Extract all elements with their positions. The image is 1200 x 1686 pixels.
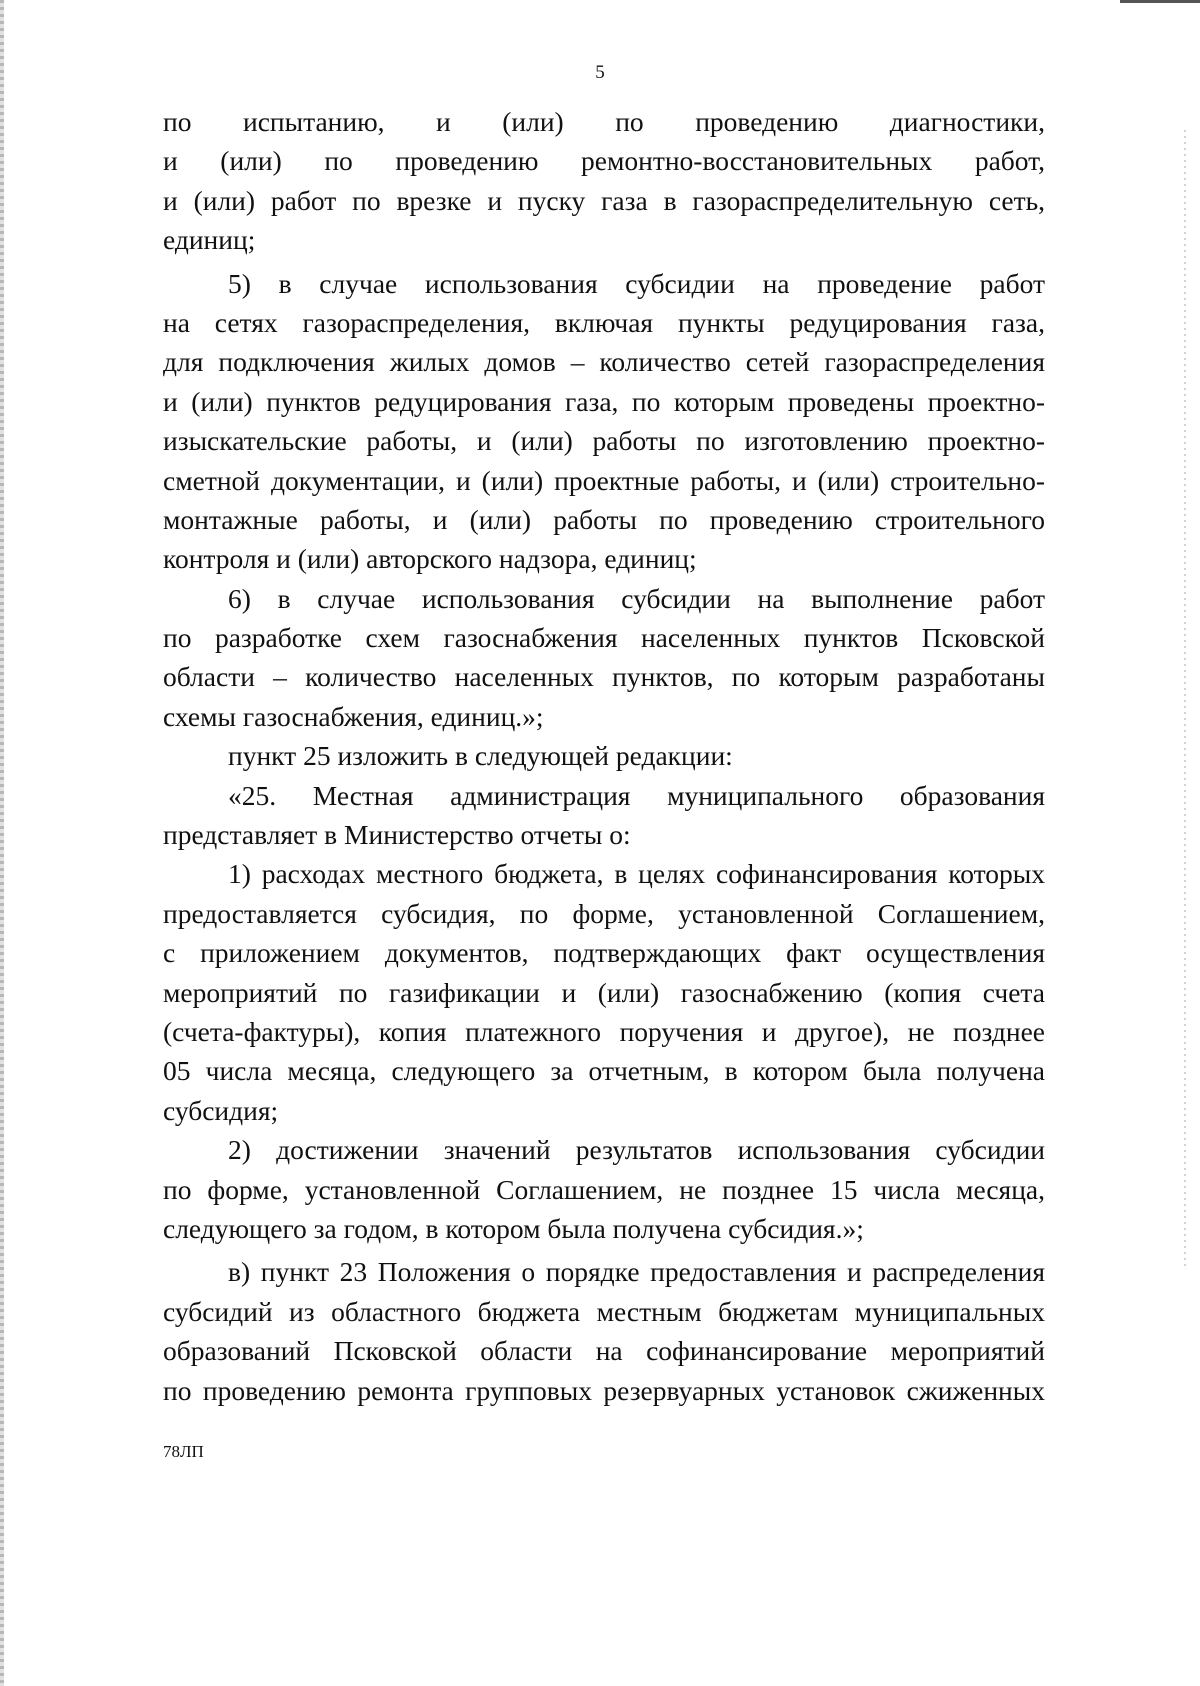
text-line: по проведению ремонта групповых резервуарных установок сжиженных bbox=[163, 1374, 1045, 1406]
text-line: на сетях газораспределения, включая пункты редуцирования газа, bbox=[163, 306, 1045, 338]
text-line: и (или) по проведению ремонтно-восстановительных работ, bbox=[163, 145, 1045, 177]
text-line: изыскательские работы, и (или) работы по изготовлению проектно- bbox=[163, 425, 1045, 457]
text-line: по форме, установленной Соглашением, не позднее 15 числа месяца, bbox=[163, 1173, 1045, 1205]
text-line: сметной документации, и (или) проектные работы, и (или) строительно- bbox=[163, 464, 1045, 496]
text-line: «25. Местная администрация муниципального образования bbox=[228, 779, 1045, 811]
text-line: 05 числа месяца, следующего за отчетным, в котором была получена bbox=[163, 1055, 1045, 1087]
text-line: и (или) работ по врезке и пуску газа в газораспределительную сеть, bbox=[163, 184, 1045, 216]
text-line: субсидий из областного бюджета местным бюджетам муниципальных bbox=[163, 1295, 1045, 1327]
text-line: образований Псковской области на софинансирование мероприятий bbox=[163, 1335, 1045, 1367]
text-line: пункт 25 изложить в следующей редакции: bbox=[228, 740, 733, 772]
text-line: 6) в случае использования субсидии на выполнение работ bbox=[228, 582, 1045, 614]
text-line: монтажные работы, и (или) работы по проведению строительного bbox=[163, 503, 1045, 535]
text-line: (счета-фактуры), копия платежного поручения и другое), не позднее bbox=[163, 1015, 1045, 1047]
text-line: 2) достижении значений результатов использования субсидии bbox=[228, 1134, 1045, 1166]
scan-edge-top bbox=[1120, 0, 1200, 3]
text-line: области – количество населенных пунктов, по которым разработаны bbox=[163, 661, 1045, 693]
text-line: по разработке схем газоснабжения населенных пунктов Псковской bbox=[163, 622, 1045, 654]
text-line: предоставляется субсидия, по форме, установленной Соглашением, bbox=[163, 897, 1045, 929]
scan-edge-left bbox=[0, 0, 4, 1686]
text-line: субсидия; bbox=[163, 1094, 279, 1126]
text-line: по испытанию, и (или) по проведению диагностики, bbox=[163, 106, 1045, 137]
document-body bbox=[163, 102, 1045, 1410]
text-line: с приложением документов, подтверждающих факт осуществления bbox=[163, 937, 1045, 969]
text-line: мероприятий по газификации и (или) газоснабжению (копия счета bbox=[163, 976, 1045, 1008]
text-line: и (или) пунктов редуцирования газа, по которым проведены проектно- bbox=[163, 385, 1045, 417]
text-line: единиц; bbox=[163, 224, 256, 256]
text-line: схемы газоснабжения, единиц.»; bbox=[163, 700, 544, 732]
document-code: 78ЛП bbox=[163, 1442, 204, 1461]
text-line: для подключения жилых домов – количество сетей газораспределения bbox=[163, 346, 1045, 378]
text-line: контроля и (или) авторского надзора, единиц; bbox=[163, 543, 697, 575]
page-number: 5 bbox=[595, 62, 605, 83]
text-line: 5) в случае использования субсидии на проведение работ bbox=[228, 267, 1045, 299]
text-line: следующего за годом, в котором была получена субсидия.»; bbox=[163, 1212, 864, 1244]
text-line: 1) расходах местного бюджета, в целях софинансирования которых bbox=[228, 858, 1045, 890]
scan-edge-right bbox=[1184, 130, 1186, 1270]
text-line: в) пункт 23 Положения о порядке предоставления и распределения bbox=[228, 1256, 1045, 1288]
text-line: представляет в Министерство отчеты о: bbox=[163, 819, 631, 851]
